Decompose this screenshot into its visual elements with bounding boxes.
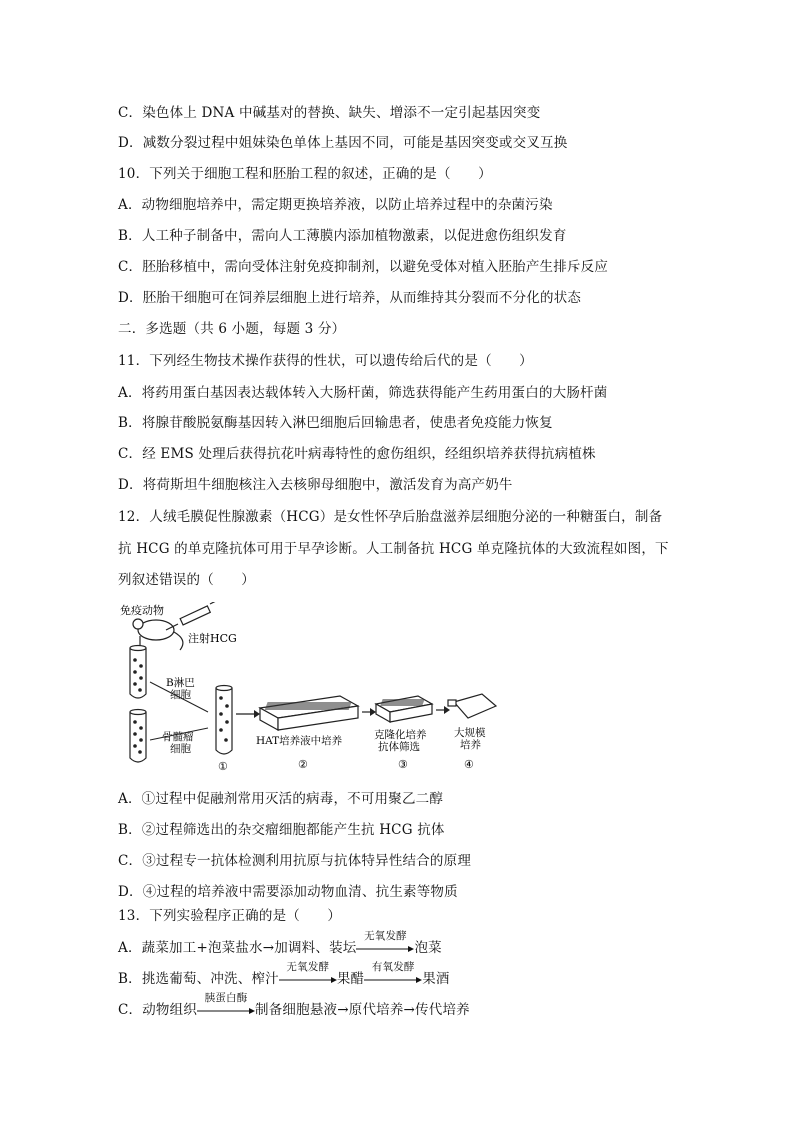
arrow-aerobic	[364, 961, 422, 983]
inject-hcg-label: 注射HCG	[188, 632, 237, 645]
culture-flask-icon	[448, 694, 496, 718]
q13-option-a	[118, 930, 442, 957]
q13-b-prefix: B．挑选葡萄、冲洗、榨汁	[118, 971, 279, 987]
myeloma-label-1: 骨髓瘤	[162, 731, 194, 743]
immune-animal-label: 免疫动物	[120, 604, 164, 617]
q13-option-c	[118, 992, 470, 1019]
large-scale-label-2: 培养	[460, 739, 481, 751]
q11-option-d: D．将荷斯坦牛细胞核注入去核卵母细胞中，激活发育为高产奶牛	[118, 477, 513, 493]
q12-option-a: A．①过程中促融剂常用灭活的病毒，不可用聚乙二醇	[118, 791, 444, 807]
q9-option-c: C．染色体上 DNA 中碱基对的替换、缺失、增添不一定引起基因突变	[118, 105, 541, 121]
arrow-label: 胰蛋白酶	[204, 992, 248, 1004]
q12-option-c: C．③过程专一抗体检测利用抗原与抗体特异性结合的原理	[118, 853, 472, 869]
q13-c-prefix: C．动物组织	[118, 1002, 198, 1018]
q13-b-suffix: 果酒	[422, 971, 450, 987]
q13-stem: 13．下列实验程序正确的是（ ）	[118, 908, 342, 924]
q12-stem-line3: 列叙述错误的（ ）	[118, 572, 255, 588]
cloning-label-1: 克隆化培养	[374, 729, 427, 741]
syringe-icon	[166, 602, 218, 630]
arrow-anaerobic	[356, 930, 414, 952]
step-2-label: ②	[298, 758, 308, 771]
b-cell-tube	[130, 646, 146, 699]
q13-b-mid: 果醋	[336, 971, 365, 987]
b-cell-label-2: 细胞	[170, 689, 191, 701]
arrow-trypsin	[197, 992, 255, 1014]
q13-a-prefix: A．蔬菜加工+泡菜盐水→加调料、装坛	[118, 940, 357, 956]
q11-stem: 11．下列经生物技术操作获得的性状，可以遗传给后代的是（ ）	[118, 353, 533, 369]
q13-c-suffix: 制备细胞悬液→原代培养→传代培养	[255, 1002, 470, 1018]
arrow-label: 有氧发酵	[371, 961, 415, 973]
q13-a-suffix: 泡菜	[414, 940, 442, 956]
large-scale-label-1: 大规模	[454, 727, 486, 739]
hat-culture-label: HAT培养液中培养	[256, 735, 343, 747]
section-heading: 二．多选题（共 6 小题，每题 3 分）	[118, 321, 346, 337]
q10-option-c: C．胚胎移植中，需向受体注射免疫抑制剂，以避免受体对植入胚胎产生排斥反应	[118, 259, 609, 275]
q11-option-a: A．将药用蛋白基因表达载体转入大肠杆菌，筛选获得能产生药用蛋白的大肠杆菌	[118, 385, 608, 401]
q11-option-c: C．经 EMS 处理后获得抗花叶病毒特性的愈伤组织，经组织培养获得抗病植株	[118, 446, 596, 462]
q10-option-a: A．动物细胞培养中，需定期更换培养液，以防止培养过程中的杂菌污染	[118, 197, 553, 213]
hat-culture-plate	[260, 696, 358, 730]
q13-option-b	[118, 961, 450, 988]
q12-stem-line2: 抗 HCG 的单克隆抗体可用于早孕诊断。人工制备抗 HCG 单克隆抗体的大致流程如图，下	[118, 541, 669, 557]
arrow-label: 无氧发酵	[364, 930, 407, 942]
cloning-label-2: 抗体筛选	[378, 741, 420, 753]
q10-option-d: D．胚胎干细胞可在饲养层细胞上进行培养，从而维持其分裂而不分化的状态	[118, 290, 582, 306]
step-4-label: ④	[464, 758, 474, 771]
b-cell-label-1: B淋巴	[166, 677, 195, 689]
q12-option-b: B．②过程筛选出的杂交瘤细胞都能产生抗 HCG 抗体	[118, 822, 445, 838]
q11-option-b: B．将腺苷酸脱氨酶基因转入淋巴细胞后回输患者，使患者免疫能力恢复	[118, 415, 553, 431]
step-3-label: ③	[398, 758, 408, 771]
q10-option-b: B．人工种子制备中，需向人工薄膜内添加植物激素，以促进愈伤组织发育	[118, 228, 567, 244]
q9-option-d: D．减数分裂过程中姐妹染色单体上基因不同，可能是基因突变或交叉互换	[118, 135, 568, 151]
fusion-tube	[216, 686, 232, 755]
q12-option-d: D．④过程的培养液中需要添加动物血清、抗生素等物质	[118, 884, 458, 900]
arrow-anaerobic	[279, 961, 337, 983]
q10-stem: 10．下列关于细胞工程和胚胎工程的叙述，正确的是（ ）	[118, 166, 492, 182]
step-1-label: ①	[218, 760, 228, 772]
hcg-antibody-flow-figure	[118, 602, 518, 772]
arrow-label: 无氧发酵	[286, 961, 330, 973]
q12-stem-line1: 12．人绒毛膜促性腺激素（HCG）是女性怀孕后胎盘滋养层细胞分泌的一种糖蛋白，制备	[118, 509, 663, 525]
myeloma-tube	[130, 710, 146, 763]
myeloma-label-2: 细胞	[170, 743, 191, 755]
